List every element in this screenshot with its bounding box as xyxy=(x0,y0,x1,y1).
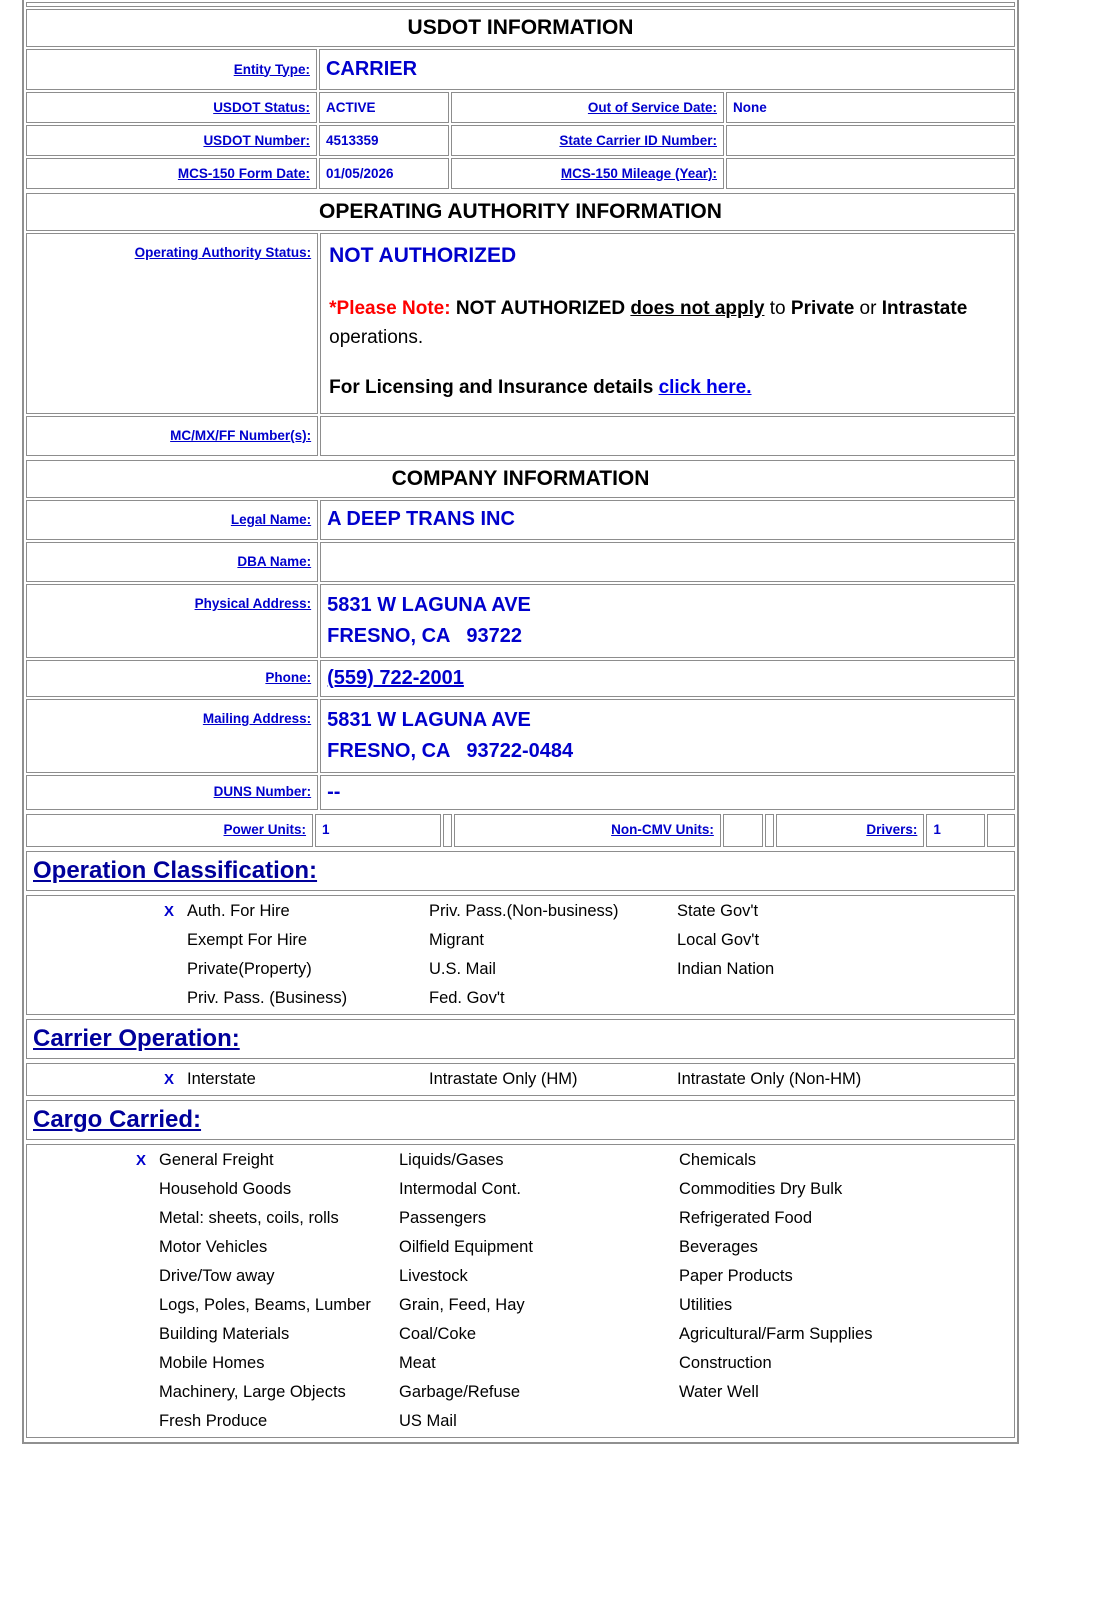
usdot-number-label-cell xyxy=(26,125,317,156)
x-mark-empty xyxy=(123,1349,159,1378)
cargo-item: US Mail xyxy=(399,1411,457,1430)
operation-classification-row xyxy=(33,984,1008,1013)
usdot-number-value-cell xyxy=(319,125,449,156)
operation-classification-title-link[interactable]: Operation Classification: xyxy=(33,856,318,884)
physical-address-line2: FRESNO, CA 93722 xyxy=(327,624,523,647)
op-class-item: Local Gov't xyxy=(677,930,760,949)
x-mark-empty xyxy=(123,1262,159,1291)
op-class-item: Exempt For Hire xyxy=(187,930,308,949)
x-mark-empty xyxy=(151,984,187,1013)
x-mark-empty xyxy=(123,1291,159,1320)
drivers-value: 1 xyxy=(933,822,941,838)
mcs150-form-date-value-cell xyxy=(319,158,449,189)
cargo-row xyxy=(33,1146,1008,1175)
mcmxff-value-cell xyxy=(320,416,1015,456)
carrier-operation-content-table xyxy=(24,1061,1017,1098)
cargo-item: Livestock xyxy=(399,1266,468,1285)
x-mark-empty xyxy=(123,1378,159,1407)
cargo-item: Motor Vehicles xyxy=(159,1237,268,1256)
cargo-item: Utilities xyxy=(679,1295,733,1314)
cargo-carried-title-link[interactable]: Cargo Carried: xyxy=(33,1105,202,1133)
power-units-value-cell xyxy=(315,814,441,847)
cargo-row xyxy=(33,1407,1008,1436)
usdot-status-label-link[interactable]: USDOT Status: xyxy=(213,99,310,115)
cargo-row xyxy=(33,1233,1008,1262)
authority-status-label-cell xyxy=(26,233,318,414)
phone-label-cell xyxy=(26,660,318,697)
non-cmv-units-label-link[interactable]: Non-CMV Units: xyxy=(611,822,714,838)
op-class-item: Migrant xyxy=(429,930,485,949)
op-class-item: Fed. Gov't xyxy=(429,988,505,1007)
x-mark-empty xyxy=(123,1233,159,1262)
carrier-operation-content xyxy=(26,1063,1015,1096)
mcs150-mileage-label-cell xyxy=(451,158,724,189)
carrier-operation-item: Intrastate Only (HM) xyxy=(429,1069,578,1088)
duns-label-cell xyxy=(26,775,318,810)
licensing-text: For Licensing and Insurance details xyxy=(329,376,654,398)
company-information-table xyxy=(24,458,1017,812)
cargo-item: Building Materials xyxy=(159,1324,290,1343)
licensing-line xyxy=(329,377,1006,399)
checked-x-mark: X xyxy=(135,1151,146,1169)
duns-label-link[interactable]: DUNS Number: xyxy=(213,784,312,800)
physical-address-label-link[interactable]: Physical Address: xyxy=(194,595,312,611)
duns-value: -- xyxy=(327,780,341,803)
cargo-item: Garbage/Refuse xyxy=(399,1382,521,1401)
entity-type-value-cell xyxy=(319,49,1015,90)
oos-date-value: None xyxy=(732,99,767,115)
entity-type-label-link[interactable]: Entity Type: xyxy=(233,61,310,77)
authority-status-value: NOT AUTHORIZED xyxy=(329,244,517,267)
operation-classification-row xyxy=(33,897,1008,926)
cargo-carried-content-table xyxy=(24,1142,1017,1440)
op-class-item: State Gov't xyxy=(677,901,759,920)
operation-classification-content xyxy=(26,895,1015,1015)
usdot-number-value: 4513359 xyxy=(325,132,379,148)
cargo-item: Logs, Poles, Beams, Lumber xyxy=(159,1295,371,1314)
drivers-value-cell xyxy=(926,814,984,847)
carrier-operation-row xyxy=(33,1065,1008,1094)
checked-x-mark: X xyxy=(163,1070,174,1088)
note-not-authorized: NOT AUTHORIZED xyxy=(455,298,626,319)
dba-name-label-cell xyxy=(26,542,318,582)
oos-date-label-cell xyxy=(451,92,724,123)
note-to: to xyxy=(769,298,786,319)
cargo-item: Water Well xyxy=(679,1382,759,1401)
cargo-item: General Freight xyxy=(159,1150,274,1169)
note-or: or xyxy=(859,298,877,319)
op-class-item: Indian Nation xyxy=(677,959,775,978)
x-mark-empty xyxy=(123,1320,159,1349)
operation-classification-row xyxy=(33,955,1008,984)
entity-type-label-cell xyxy=(26,49,317,90)
cargo-item: Beverages xyxy=(679,1237,758,1256)
x-mark-empty xyxy=(151,926,187,955)
power-units-value: 1 xyxy=(322,822,330,838)
x-mark-empty xyxy=(123,1175,159,1204)
legal-name-value: A DEEP TRANS INC xyxy=(327,508,515,531)
op-class-item: Auth. For Hire xyxy=(187,901,290,920)
cargo-item: Drive/Tow away xyxy=(159,1266,275,1285)
carrier-operation-item: Intrastate Only (Non-HM) xyxy=(677,1069,862,1088)
note-operations: operations. xyxy=(329,327,424,349)
note-private: Private xyxy=(790,298,855,319)
power-units-label-link[interactable]: Power Units: xyxy=(223,822,307,838)
usdot-number-label-link[interactable]: USDOT Number: xyxy=(203,132,310,148)
cargo-row xyxy=(33,1320,1008,1349)
cargo-row xyxy=(33,1349,1008,1378)
cargo-item: Agricultural/Farm Supplies xyxy=(679,1324,873,1343)
mcs150-form-date-label-cell xyxy=(26,158,317,189)
state-carrier-id-label-link[interactable]: State Carrier ID Number: xyxy=(559,132,717,148)
cargo-item: Grain, Feed, Hay xyxy=(399,1295,525,1314)
phone-label-link[interactable]: Phone: xyxy=(265,670,312,686)
carrier-operation-header-cell xyxy=(26,1019,1015,1059)
physical-address-label-cell xyxy=(26,584,318,658)
drivers-label-link[interactable]: Drivers: xyxy=(866,822,918,838)
spacer-cell xyxy=(765,814,774,847)
duns-value-cell xyxy=(320,775,1015,810)
licensing-click-here-link[interactable]: click here. xyxy=(658,376,752,398)
x-mark-empty xyxy=(123,1204,159,1233)
cargo-carried-header-table xyxy=(24,1098,1017,1142)
cargo-item: Metal: sheets, coils, rolls xyxy=(159,1208,339,1227)
authority-note xyxy=(329,294,1006,353)
x-mark-empty xyxy=(123,1407,159,1436)
note-does-not-apply: does not apply xyxy=(630,298,765,319)
op-class-item: Priv. Pass.(Non-business) xyxy=(429,901,619,920)
mcmxff-label-link[interactable]: MC/MX/FF Number(s): xyxy=(170,427,312,443)
legal-name-label-cell xyxy=(26,500,318,540)
cargo-item: Fresh Produce xyxy=(159,1411,268,1430)
cargo-carried-header-cell xyxy=(26,1100,1015,1140)
mailing-address-label-cell xyxy=(26,699,318,773)
oos-date-value-cell xyxy=(726,92,1015,123)
spacer-cell xyxy=(443,814,453,847)
usdot-status-label-cell xyxy=(26,92,317,123)
cargo-item: Paper Products xyxy=(679,1266,793,1285)
op-class-item: Private(Property) xyxy=(187,959,312,978)
authority-status-label-link[interactable]: Operating Authority Status: xyxy=(134,245,312,260)
cargo-item: Coal/Coke xyxy=(399,1324,477,1343)
physical-address-value-cell xyxy=(320,584,1015,658)
operation-classification-header-table xyxy=(24,849,1017,893)
cargo-item: Chemicals xyxy=(679,1150,757,1169)
entity-type-value: CARRIER xyxy=(325,58,418,80)
operating-authority-table xyxy=(24,191,1017,458)
cargo-item: Passengers xyxy=(399,1208,487,1227)
cargo-row xyxy=(33,1175,1008,1204)
mailing-address-line2: FRESNO, CA 93722-0484 xyxy=(327,739,574,762)
cargo-item: Construction xyxy=(679,1353,772,1372)
cargo-carried-content xyxy=(26,1144,1015,1438)
non-cmv-units-value-cell xyxy=(723,814,763,847)
note-please-note: *Please Note: xyxy=(329,298,451,319)
state-carrier-id-value-cell xyxy=(726,125,1015,156)
authority-status-value-cell xyxy=(320,233,1015,414)
cargo-item: Intermodal Cont. xyxy=(399,1179,521,1198)
operation-classification-row xyxy=(33,926,1008,955)
cargo-item: Commodities Dry Bulk xyxy=(679,1179,843,1198)
cargo-row xyxy=(33,1291,1008,1320)
op-class-item: U.S. Mail xyxy=(429,959,496,978)
usdot-status-value-cell xyxy=(319,92,449,123)
drivers-label-cell xyxy=(776,814,925,847)
phone-value-cell xyxy=(320,660,1015,697)
dba-name-value-cell xyxy=(320,542,1015,582)
operation-classification-header-cell xyxy=(26,851,1015,891)
note-intrastate: Intrastate xyxy=(881,298,968,319)
x-mark-empty xyxy=(151,955,187,984)
company-information-header: COMPANY INFORMATION xyxy=(26,460,1015,498)
cargo-row xyxy=(33,1378,1008,1407)
usdot-status-value: ACTIVE xyxy=(325,99,376,115)
carrier-operation-header-table xyxy=(24,1017,1017,1061)
phone-value-link[interactable]: (559) 722-2001 xyxy=(327,666,464,689)
mcs150-mileage-label-link[interactable]: MCS-150 Mileage (Year): xyxy=(560,165,717,181)
cargo-item: Refrigerated Food xyxy=(679,1208,812,1227)
checked-x-mark: X xyxy=(163,902,174,920)
op-class-item xyxy=(677,984,1008,1013)
legal-name-value-cell xyxy=(320,500,1015,540)
operation-classification-content-table xyxy=(24,893,1017,1017)
mcs150-mileage-value-cell xyxy=(726,158,1015,189)
mcmxff-label-cell xyxy=(26,416,318,456)
carrier-operation-item: Interstate xyxy=(187,1069,256,1088)
cargo-item: Household Goods xyxy=(159,1179,292,1198)
company-snapshot xyxy=(22,0,1019,1444)
physical-address-line1: 5831 W LAGUNA AVE xyxy=(327,593,531,616)
usdot-information-header: USDOT INFORMATION xyxy=(26,9,1015,47)
operating-authority-header: OPERATING AUTHORITY INFORMATION xyxy=(26,193,1015,231)
op-class-item: Priv. Pass. (Business) xyxy=(187,988,348,1007)
cargo-item: Meat xyxy=(399,1353,436,1372)
oos-date-label-link[interactable]: Out of Service Date: xyxy=(587,99,717,115)
mailing-address-value-cell xyxy=(320,699,1015,773)
cargo-item: Liquids/Gases xyxy=(399,1150,504,1169)
cutoff-row-fragment xyxy=(26,2,1015,7)
spacer-cell xyxy=(987,814,1015,847)
mcs150-form-date-label-link[interactable]: MCS-150 Form Date: xyxy=(177,165,310,181)
mcs150-form-date-value: 01/05/2026 xyxy=(325,165,394,181)
legal-name-label-link[interactable]: Legal Name: xyxy=(230,511,312,527)
mailing-address-label-link[interactable]: Mailing Address: xyxy=(202,710,312,726)
carrier-operation-title-link[interactable]: Carrier Operation: xyxy=(33,1024,240,1052)
cargo-item: Oilfield Equipment xyxy=(399,1237,533,1256)
mailing-address-line1: 5831 W LAGUNA AVE xyxy=(327,708,531,731)
cargo-item: Mobile Homes xyxy=(159,1353,265,1372)
units-drivers-table xyxy=(24,812,1017,849)
usdot-information-table xyxy=(24,0,1017,191)
dba-name-label-link[interactable]: DBA Name: xyxy=(237,553,312,569)
non-cmv-units-label-cell xyxy=(454,814,721,847)
power-units-label-cell xyxy=(26,814,313,847)
cargo-item: Machinery, Large Objects xyxy=(159,1382,346,1401)
cargo-row xyxy=(33,1262,1008,1291)
cargo-row xyxy=(33,1204,1008,1233)
state-carrier-id-label-cell xyxy=(451,125,724,156)
cargo-item xyxy=(679,1407,1008,1436)
